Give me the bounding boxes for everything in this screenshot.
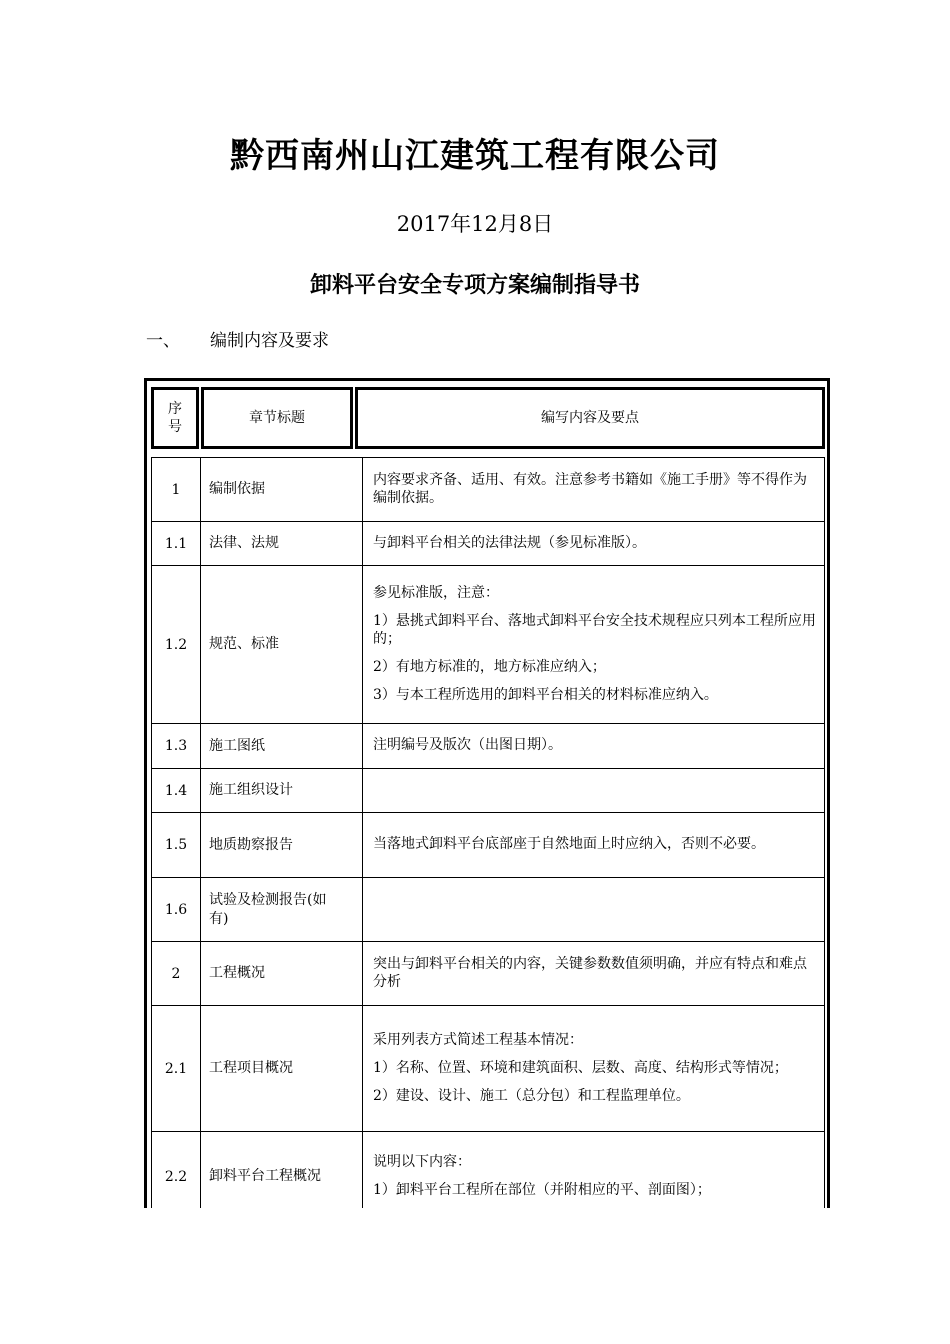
column-header-number: 序号 bbox=[151, 387, 199, 449]
table-row bbox=[152, 769, 825, 813]
row-title: 施工图纸 bbox=[201, 724, 363, 769]
row-content: 当落地式卸料平台底部座于自然地面上时应纳入，否则不必要。 bbox=[363, 813, 825, 878]
company-name: 黔西南州山江建筑工程有限公司 bbox=[230, 136, 720, 176]
table-row bbox=[152, 1132, 825, 1209]
table-header bbox=[151, 387, 825, 449]
row-title: 工程项目概况 bbox=[201, 1006, 363, 1132]
row-number: 2.2 bbox=[152, 1132, 201, 1209]
section-title: 编制内容及要求 bbox=[210, 331, 329, 351]
row-content: 参见标准版，注意： 1）悬挑式卸料平台、落地式卸料平台安全技术规程应只列本工程所应用的； 2）有地方标准的，地方标准应纳入； 3）与本工程所选用的卸料平台相关的材料标准应纳入。 bbox=[363, 566, 825, 724]
table-row bbox=[152, 813, 825, 878]
row-number: 2.1 bbox=[152, 1006, 201, 1132]
table-row bbox=[152, 522, 825, 566]
table-body bbox=[151, 457, 825, 1208]
row-content: 注明编号及版次（出图日期）。 bbox=[363, 724, 825, 769]
table-row bbox=[152, 1006, 825, 1132]
row-number: 1.2 bbox=[152, 566, 201, 724]
requirements-table bbox=[144, 378, 830, 1208]
table-row bbox=[152, 458, 825, 522]
table-row bbox=[152, 878, 825, 942]
table-row bbox=[152, 566, 825, 724]
document-title: 卸料平台安全专项方案编制指导书 bbox=[309, 273, 640, 298]
row-number: 1.3 bbox=[152, 724, 201, 769]
row-title: 编制依据 bbox=[201, 458, 363, 522]
row-content bbox=[363, 878, 825, 942]
table-row bbox=[152, 724, 825, 769]
row-content: 采用列表方式简述工程基本情况： 1）名称、位置、环境和建筑面积、层数、高度、结构形式等情况； 2）建设、设计、施工（总分包）和工程监理单位。 bbox=[363, 1006, 825, 1132]
row-content bbox=[363, 769, 825, 813]
row-content: 说明以下内容： 1）卸料平台工程所在部位（并附相应的平、剖面图）； bbox=[363, 1132, 825, 1209]
row-title: 施工组织设计 bbox=[201, 769, 363, 813]
row-content: 内容要求齐备、适用、有效。注意参考书籍如《施工手册》等不得作为编制依据。 bbox=[363, 458, 825, 522]
row-number: 2 bbox=[152, 942, 201, 1006]
row-title: 地质勘察报告 bbox=[201, 813, 363, 878]
row-number: 1.4 bbox=[152, 769, 201, 813]
row-number: 1.1 bbox=[152, 522, 201, 566]
row-title: 试验及检测报告(如有) bbox=[201, 878, 363, 942]
column-header-content: 编写内容及要点 bbox=[355, 387, 825, 449]
column-header-chapter: 章节标题 bbox=[201, 387, 353, 449]
table-row bbox=[152, 942, 825, 1006]
row-title: 卸料平台工程概况 bbox=[201, 1132, 363, 1209]
row-title: 规范、标准 bbox=[201, 566, 363, 724]
row-title: 工程概况 bbox=[201, 942, 363, 1006]
document-date: 2017年12月8日 bbox=[396, 212, 554, 236]
section-number: 一、 bbox=[146, 331, 180, 351]
row-number: 1.6 bbox=[152, 878, 201, 942]
row-content: 突出与卸料平台相关的内容，关键参数数值须明确，并应有特点和难点分析 bbox=[363, 942, 825, 1006]
section-heading bbox=[146, 326, 329, 351]
row-content: 与卸料平台相关的法律法规（参见标准版）。 bbox=[363, 522, 825, 566]
row-title: 法律、法规 bbox=[201, 522, 363, 566]
row-number: 1 bbox=[152, 458, 201, 522]
row-number: 1.5 bbox=[152, 813, 201, 878]
